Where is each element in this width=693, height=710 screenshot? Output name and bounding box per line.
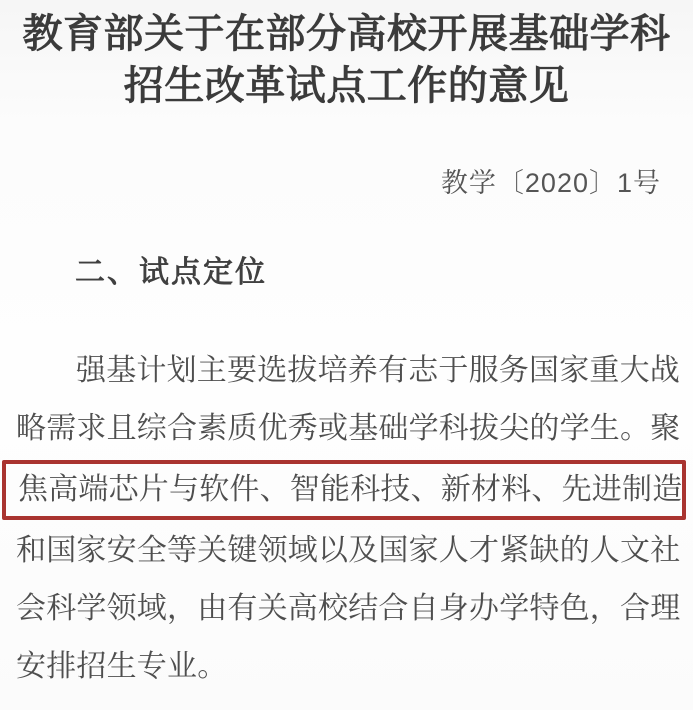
paragraph-line-5: 会科学领域，由有关高校结合自身办学特色，合理 (16, 592, 681, 625)
document-title-line-2: 招生改革试点工作的意见 (123, 64, 570, 108)
section-heading: 二、试点定位 (75, 256, 267, 289)
document-title (0, 0, 693, 112)
paragraph-line-6: 安排招生专业。 (16, 650, 228, 683)
paragraph-line-2: 略需求且综合素质优秀或基础学科拔尖的学生。聚 (16, 412, 681, 445)
document-number: 教学〔2020〕1号 (440, 168, 661, 198)
paragraph-line-4: 和国家安全等关键领域以及国家人才紧缺的人文社 (16, 534, 681, 567)
body-paragraph (0, 342, 693, 696)
highlight-box: 焦高端芯片与软件、智能科技、新材料、先进制造 (2, 460, 686, 520)
paragraph-line-1: 强基计划主要选拔培养有志于服务国家重大战 (76, 354, 680, 387)
document-title-line-1: 教育部关于在部分高校开展基础学科 (22, 12, 671, 56)
